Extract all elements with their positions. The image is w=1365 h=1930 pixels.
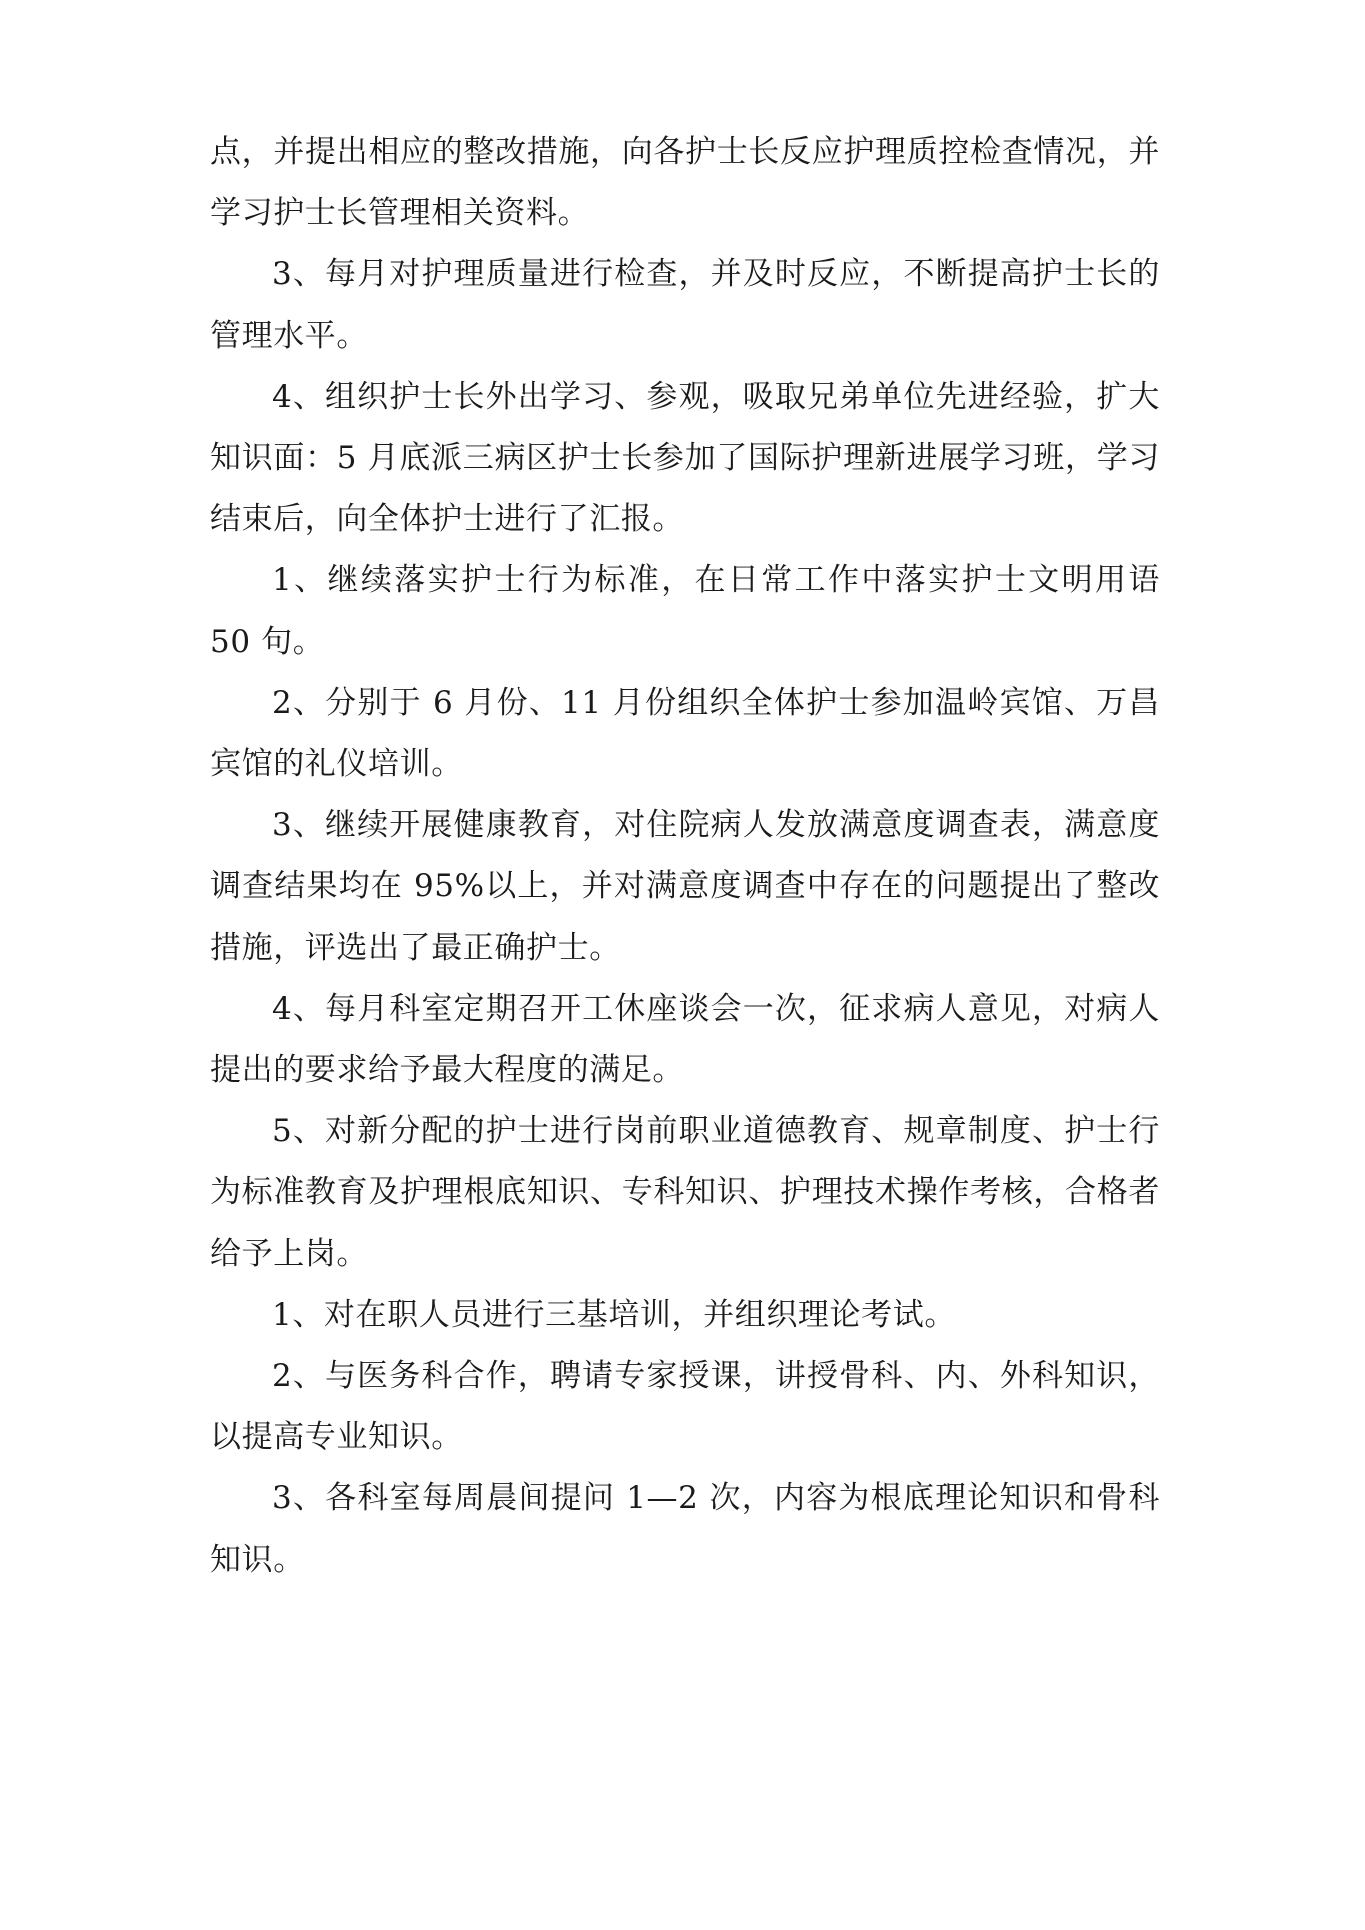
paragraph-item-2-etiquette-training: 2、分别于 6 月份、11 月份组织全体护士参加温岭宾馆、万昌宾馆的礼仪培训。	[210, 684, 1160, 783]
document-body	[210, 122, 1160, 1591]
paragraph-item-3-quality-check: 3、每月对护理质量进行检查，并及时反应，不断提高护士长的管理水平。	[210, 256, 1160, 354]
paragraph-continuation: 点，并提出相应的整改措施，向各护士长反应护理质控检查情况，并学习护士长管理相关资料。	[210, 134, 1160, 232]
paragraph-item-4-study-visit: 4、组织护士长外出学习、参观，吸取兄弟单位先进经验，扩大知识面：5 月底派三病区护士长参加了国际护理新进展学习班，学习结束后，向全体护士进行了汇报。	[210, 378, 1160, 538]
paragraph-item-3-morning-questions: 3、各科室每周晨间提问 1—2 次，内容为根底理论知识和骨科知识。	[210, 1480, 1160, 1578]
paragraph-item-2-expert-lectures: 2、与医务科合作，聘请专家授课，讲授骨科、内、外科知识，以提高专业知识。	[210, 1358, 1160, 1456]
paragraph-item-3-health-education: 3、继续开展健康教育，对住院病人发放满意度调查表，满意度调查结果均在 95%以上，并对满意度调查中存在的问题提出了整改措施，评选出了最正确护士。	[210, 807, 1160, 966]
paragraph-item-5-new-nurse-training: 5、对新分配的护士进行岗前职业道德教育、规章制度、护士行为标准教育及护理根底知识、专科知识、护理技术操作考核，合格者给予上岗。	[210, 1113, 1160, 1272]
paragraph-item-4-patient-forum: 4、每月科室定期召开工休座谈会一次，征求病人意见，对病人提出的要求给予最大程度的满足。	[210, 990, 1160, 1089]
paragraph-item-1-three-basics: 1、对在职人员进行三基培训，并组织理论考试。	[272, 1296, 956, 1333]
paragraph-item-1-conduct-standard: 1、继续落实护士行为标准，在日常工作中落实护士文明用语 50 句。	[210, 562, 1160, 660]
